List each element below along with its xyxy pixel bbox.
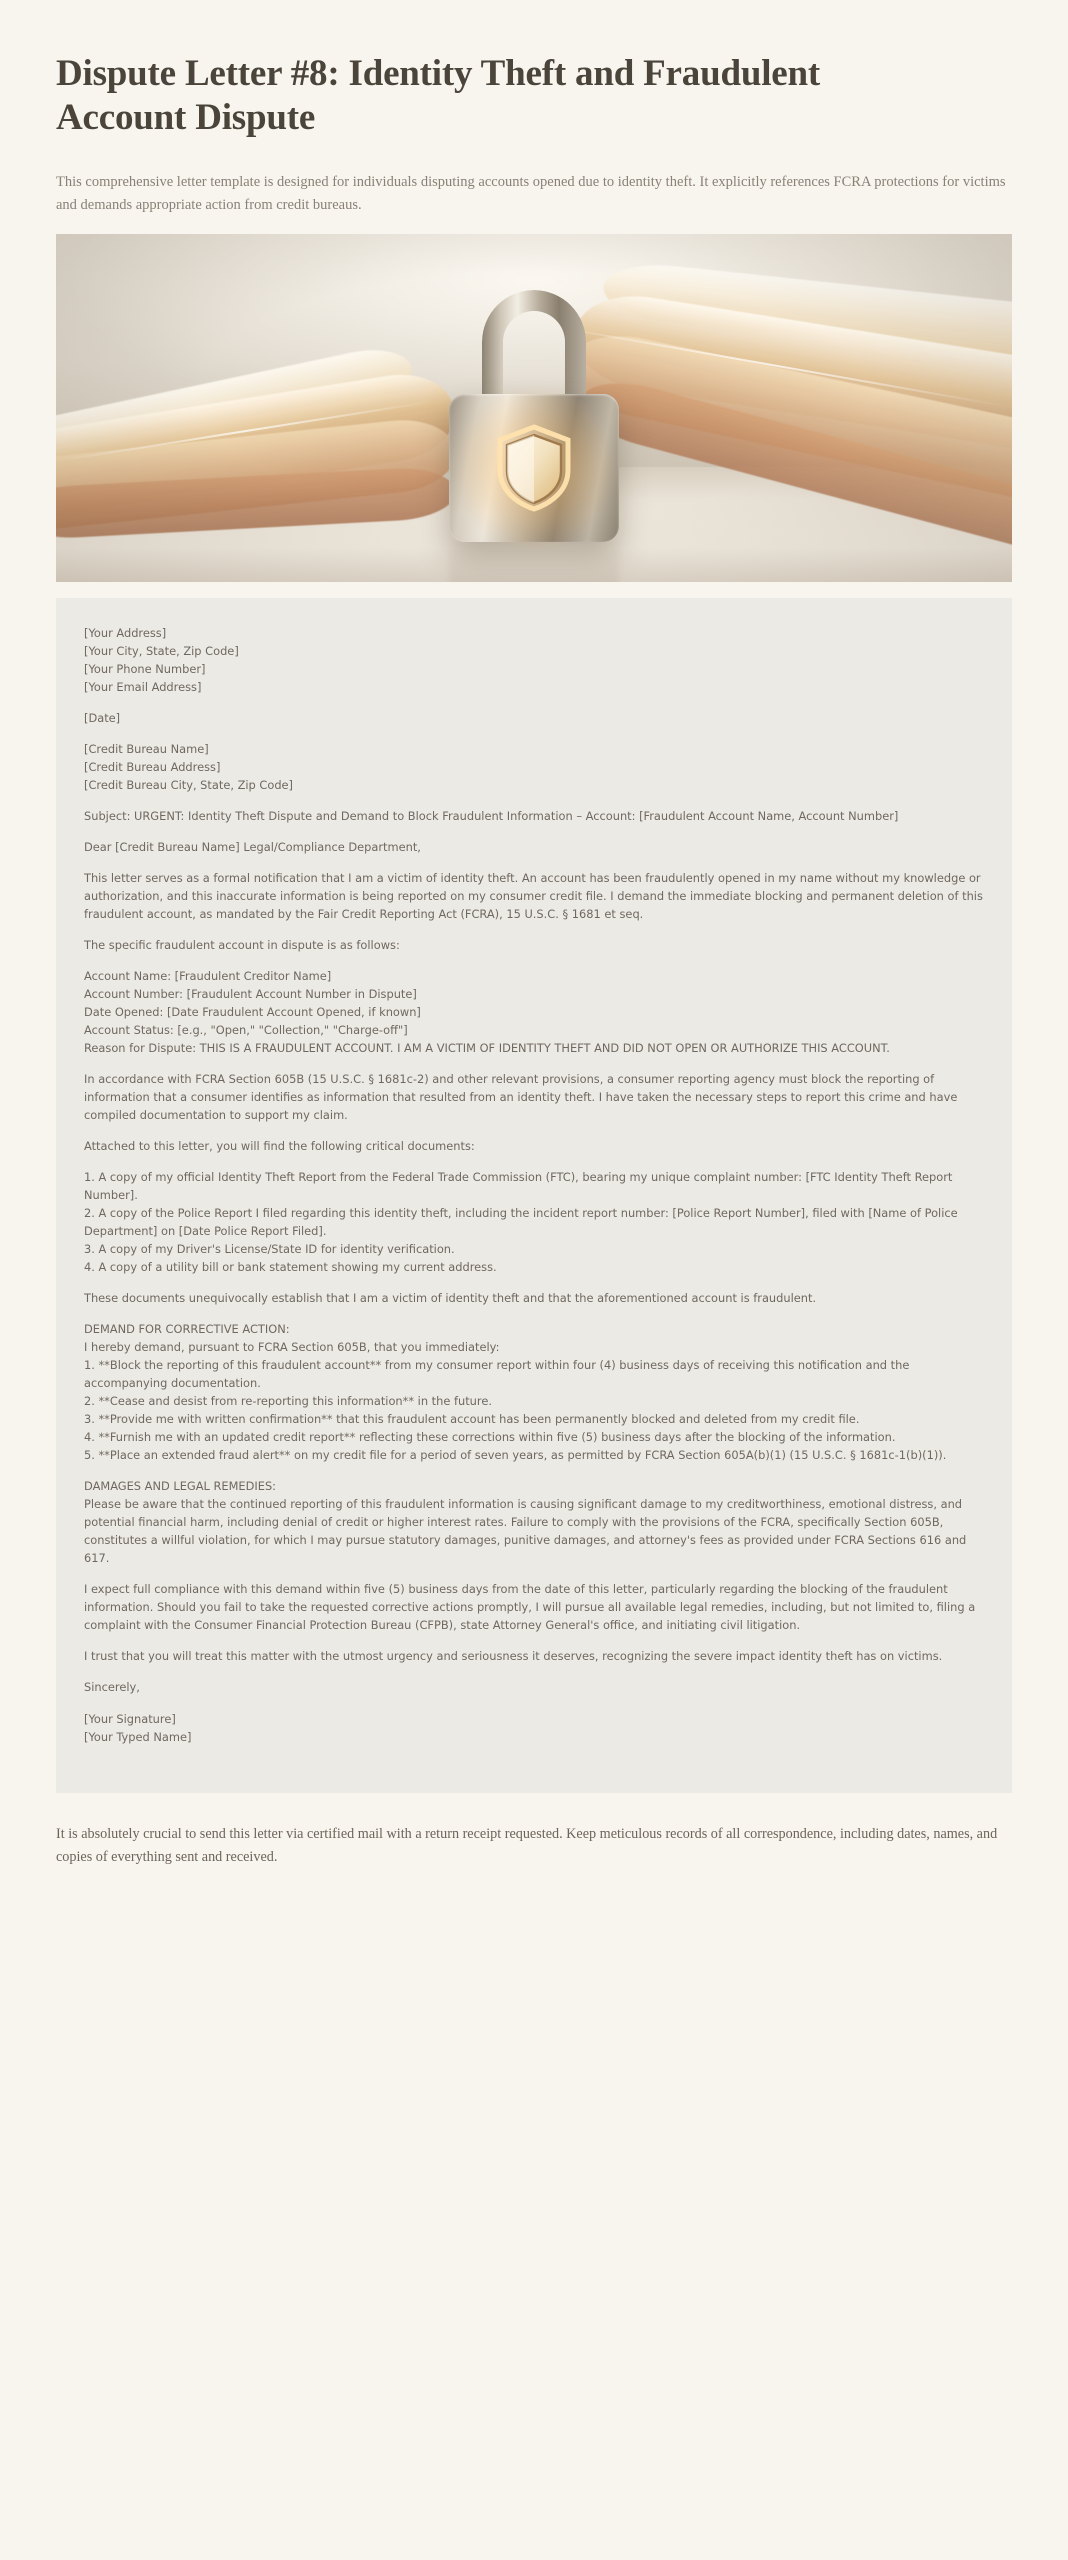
- signature-block: [84, 1710, 984, 1746]
- document-list-item: 4. A copy of a utility bill or bank statement showing my current address.: [84, 1260, 497, 1275]
- fcra-paragraph: In accordance with FCRA Section 605B (15 U.S.C. § 1681c-2) and other relevant provisions, a consumer reporting agency must block the reporting of information that a consumer identifies as information that resulted from an identity theft. I have taken the necessary steps to report this crime and have compiled documentation to support my claim.: [84, 1072, 958, 1123]
- demand-section: [84, 1320, 984, 1464]
- page-title: Dispute Letter #8: Identity Theft and Fraudulent Account Dispute: [56, 53, 821, 139]
- urgency-paragraph: I trust that you will treat this matter with the utmost urgency and seriousness it deserves, recognizing the severe impact identity theft has on victims.: [84, 1649, 943, 1664]
- hero-image: [56, 234, 1012, 582]
- demand-list-item: 5. **Place an extended fraud alert** on my credit file for a period of seven years, as permitted by FCRA Section 605A(b)(1) (15 U.S.C. § 1681c-1(b)(1)).: [84, 1448, 947, 1463]
- sender-line: [Your Phone Number]: [84, 661, 206, 676]
- demand-heading: DEMAND FOR CORRECTIVE ACTION:: [84, 1322, 290, 1337]
- damages-heading: DAMAGES AND LEGAL REMEDIES:: [84, 1479, 277, 1494]
- letter-body: [56, 598, 1012, 1793]
- account-detail-line: Account Status: [e.g., "Open," "Collection," "Charge-off"]: [84, 1023, 408, 1038]
- attached-documents-list: [84, 1168, 984, 1276]
- damages-body: Please be aware that the continued reporting of this fraudulent information is causing significant damage to my creditworthiness, emotional distress, and potential financial harm, including denial of credit or higher interest rates. Failure to comply with the provisions of the FCRA, specifically Section 605B, constitutes a willful violation, for which I may pursue statutory damages, punitive damages, and attorney's fees as provided under FCRA Sections 616 and 617.: [84, 1497, 967, 1566]
- account-detail-line: Date Opened: [Date Fraudulent Account Opened, if known]: [84, 1005, 421, 1019]
- demand-list-item: 2. **Cease and desist from re-reporting this information** in the future.: [84, 1394, 492, 1409]
- sender-line: [Your Address]: [84, 625, 167, 640]
- recipient-line: [Credit Bureau City, State, Zip Code]: [84, 777, 293, 792]
- recipient-address-block: [84, 740, 984, 794]
- account-detail-line: Account Number: [Fraudulent Account Number in Dispute]: [84, 986, 417, 1001]
- recipient-line: [Credit Bureau Address]: [84, 759, 221, 774]
- demand-list-item: 3. **Provide me with written confirmation** that this fraudulent account has been permanently blocked and deleted from my credit file.: [84, 1412, 860, 1427]
- documents-lead: Attached to this letter, you will find the following critical documents:: [84, 1139, 475, 1154]
- letter-intro-paragraph: This letter serves as a formal notification that I am a victim of identity theft. An account has been fraudulently opened in my name without my knowledge or authorization, and this inaccurate information is being reported on my consumer credit file. I demand the immediate blocking and permanent deletion of this fraudulent account, as mandated by the Fair Credit Reporting Act (FCRA), 15 U.S.C. § 1681 et seq.: [84, 870, 983, 921]
- demand-lead: I hereby demand, pursuant to FCRA Section 605B, that you immediately:: [84, 1340, 500, 1355]
- demand-list-item: 4. **Furnish me with an updated credit report** reflecting these corrections within five (5) business days after the blocking of the information.: [84, 1430, 896, 1445]
- signature-line: [Your Signature]: [84, 1711, 176, 1726]
- account-detail-line: Reason for Dispute: THIS IS A FRAUDULENT ACCOUNT. I AM A VICTIM OF IDENTITY THEFT AND DID NOT OPEN OR AUTHORIZE THIS ACCOUNT.: [84, 1041, 890, 1056]
- recipient-line: [Credit Bureau Name]: [84, 741, 209, 756]
- letter-subject: Subject: URGENT: Identity Theft Dispute and Demand to Block Fraudulent Information – Account: [Fraudulent Account Name, Account Number]: [84, 808, 899, 823]
- signature-line: [Your Typed Name]: [84, 1729, 192, 1744]
- document-list-item: 2. A copy of the Police Report I filed regarding this identity theft, including the incident report number: [Police Report Number], filed with [Name of Police Department] on [Date Police Report Filed].: [84, 1206, 958, 1239]
- document-list-item: 3. A copy of my Driver's License/State ID for identity verification.: [84, 1242, 455, 1257]
- hero-vignette: [56, 234, 1012, 582]
- sender-line: [Your Email Address]: [84, 679, 202, 694]
- sender-address-block: [84, 624, 984, 696]
- letter-salutation: Dear [Credit Bureau Name] Legal/Compliance Department,: [84, 839, 421, 854]
- account-details-block: [84, 967, 984, 1057]
- documents-closing: These documents unequivocally establish that I am a victim of identity theft and that the aforementioned account is fraudulent.: [84, 1291, 817, 1306]
- damages-section: [84, 1477, 984, 1567]
- demand-list-item: 1. **Block the reporting of this fraudulent account** from my consumer report within four (4) business days of receiving this notification and the accompanying documentation.: [84, 1358, 910, 1391]
- letter-closing: Sincerely,: [84, 1680, 140, 1695]
- letter-date: [Date]: [84, 710, 121, 725]
- document-list-item: 1. A copy of my official Identity Theft Report from the Federal Trade Commission (FTC), bearing my unique complaint number: [FTC Identity Theft Report Number].: [84, 1170, 953, 1203]
- account-detail-line: Account Name: [Fraudulent Creditor Name]: [84, 968, 332, 983]
- account-details-lead: The specific fraudulent account in dispute is as follows:: [84, 937, 400, 952]
- footer-note: It is absolutely crucial to send this letter via certified mail with a return receipt requested. Keep meticulous records of all correspondence, including dates, names, and copies of everything sent and received.: [56, 1825, 998, 1866]
- compliance-paragraph: I expect full compliance with this demand within five (5) business days from the date of this letter, particularly regarding the blocking of the fraudulent information. Should you fail to take the requested corrective actions promptly, I will pursue all available legal remedies, including, but not limited to, filing a complaint with the Consumer Financial Protection Bureau (CFPB), state Attorney General's office, and initiating civil litigation.: [84, 1582, 976, 1633]
- page-description: This comprehensive letter template is designed for individuals disputing accounts opened due to identity theft. It explicitly references FCRA protections for victims and demands appropriate action from credit bureaus.: [56, 173, 1006, 214]
- sender-line: [Your City, State, Zip Code]: [84, 643, 239, 658]
